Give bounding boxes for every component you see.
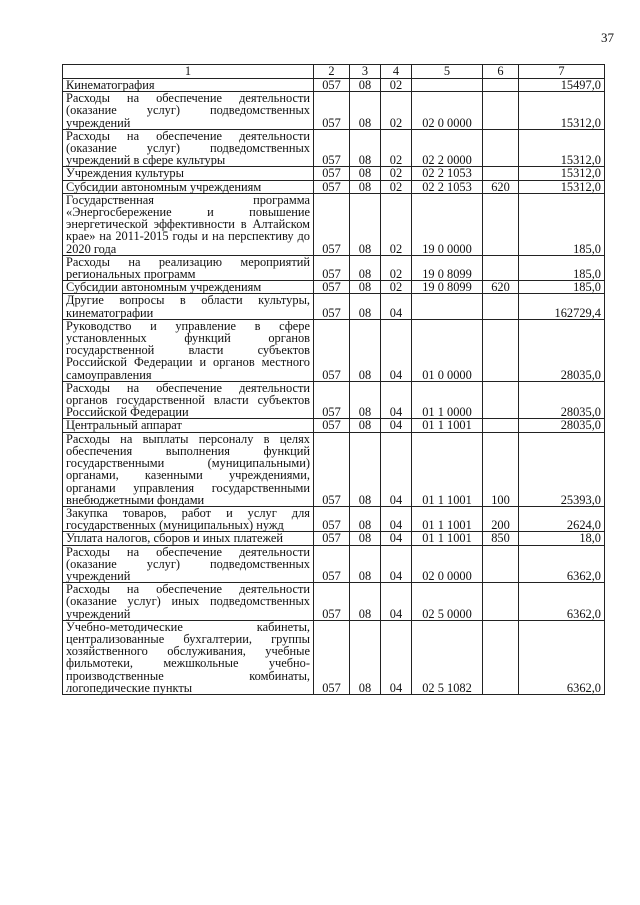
row-target-article: 02 0 0000 [412, 92, 483, 130]
row-expense-type [483, 583, 519, 621]
row-name: Закупка товаров, работ и услуг для государственных (муниципальных) нужд [63, 506, 314, 531]
row-target-article [412, 79, 483, 92]
row-target-article: 19 0 0000 [412, 193, 483, 255]
row-admin-code: 057 [314, 129, 350, 167]
table-row [63, 180, 605, 193]
row-expense-type: 200 [483, 506, 519, 531]
row-admin-code: 057 [314, 180, 350, 193]
table-row [63, 545, 605, 583]
row-name: Расходы на обеспечение деятельности (оказание услуг) подведомственных учреждений в сфере культуры [63, 129, 314, 167]
row-subsection: 04 [381, 620, 412, 694]
row-name: Уплата налогов, сборов и иных платежей [63, 532, 314, 545]
row-target-article: 01 1 1001 [412, 506, 483, 531]
row-name: Расходы на обеспечение деятельности (оказание услуг) подведомственных учреждений [63, 545, 314, 583]
row-subsection: 02 [381, 193, 412, 255]
row-amount: 28035,0 [519, 419, 605, 432]
row-expense-type [483, 79, 519, 92]
table-row [63, 79, 605, 92]
row-expense-type: 620 [483, 281, 519, 294]
row-admin-code: 057 [314, 506, 350, 531]
row-target-article: 01 1 1001 [412, 419, 483, 432]
table-header-row [63, 65, 605, 79]
row-subsection: 02 [381, 79, 412, 92]
row-amount: 15312,0 [519, 167, 605, 180]
row-section: 08 [350, 180, 381, 193]
row-section: 08 [350, 167, 381, 180]
row-amount: 18,0 [519, 532, 605, 545]
row-expense-type [483, 92, 519, 130]
row-expense-type [483, 167, 519, 180]
header-col-4: 4 [381, 65, 412, 79]
row-subsection: 04 [381, 294, 412, 319]
row-admin-code: 057 [314, 255, 350, 280]
row-name: Учебно-методические кабинеты, централизованные бухгалтерии, группы хозяйственного обслуживания, учебные фильмотеки, межшкольные учебно-производственные комбинаты, логопедические пункты [63, 620, 314, 694]
row-name: Другие вопросы в области культуры, кинематографии [63, 294, 314, 319]
row-name: Субсидии автономным учреждениям [63, 281, 314, 294]
row-target-article: 01 1 1001 [412, 532, 483, 545]
row-name: Кинематография [63, 79, 314, 92]
row-amount: 15497,0 [519, 79, 605, 92]
header-col-5: 5 [412, 65, 483, 79]
row-target-article: 01 1 0000 [412, 381, 483, 419]
row-subsection: 04 [381, 319, 412, 381]
row-section: 08 [350, 255, 381, 280]
row-admin-code: 057 [314, 92, 350, 130]
table-row [63, 92, 605, 130]
row-expense-type [483, 319, 519, 381]
row-expense-type [483, 193, 519, 255]
table-body [63, 79, 605, 695]
row-subsection: 02 [381, 255, 412, 280]
row-admin-code: 057 [314, 583, 350, 621]
row-subsection: 04 [381, 583, 412, 621]
row-amount: 28035,0 [519, 319, 605, 381]
row-section: 08 [350, 506, 381, 531]
row-target-article: 01 1 1001 [412, 432, 483, 506]
row-target-article [412, 294, 483, 319]
row-subsection: 04 [381, 506, 412, 531]
row-section: 08 [350, 381, 381, 419]
row-amount: 25393,0 [519, 432, 605, 506]
row-section: 08 [350, 129, 381, 167]
row-subsection: 02 [381, 281, 412, 294]
row-expense-type [483, 545, 519, 583]
row-name: Расходы на обеспечение деятельности (оказание услуг) подведомственных учреждений [63, 92, 314, 130]
row-target-article: 02 0 0000 [412, 545, 483, 583]
row-section: 08 [350, 92, 381, 130]
header-col-2: 2 [314, 65, 350, 79]
row-admin-code: 057 [314, 281, 350, 294]
header-col-3: 3 [350, 65, 381, 79]
row-expense-type: 100 [483, 432, 519, 506]
row-admin-code: 057 [314, 620, 350, 694]
row-target-article: 02 2 1053 [412, 180, 483, 193]
row-amount: 2624,0 [519, 506, 605, 531]
row-admin-code: 057 [314, 381, 350, 419]
row-amount: 15312,0 [519, 129, 605, 167]
row-amount: 185,0 [519, 255, 605, 280]
row-name: Расходы на обеспечение деятельности органов государственной власти субъектов Российской Федерации [63, 381, 314, 419]
row-admin-code: 057 [314, 294, 350, 319]
table-row [63, 319, 605, 381]
header-col-1: 1 [63, 65, 314, 79]
row-target-article: 19 0 8099 [412, 255, 483, 280]
row-subsection: 04 [381, 432, 412, 506]
row-amount: 185,0 [519, 281, 605, 294]
budget-table [62, 64, 605, 695]
row-admin-code: 057 [314, 167, 350, 180]
row-expense-type [483, 620, 519, 694]
row-subsection: 02 [381, 167, 412, 180]
row-section: 08 [350, 193, 381, 255]
row-amount: 6362,0 [519, 545, 605, 583]
row-target-article: 02 2 0000 [412, 129, 483, 167]
row-subsection: 02 [381, 180, 412, 193]
row-section: 08 [350, 532, 381, 545]
row-section: 08 [350, 319, 381, 381]
table-row [63, 419, 605, 432]
table-row [63, 294, 605, 319]
row-subsection: 04 [381, 532, 412, 545]
row-name: Расходы на выплаты персоналу в целях обеспечения выполнения функций государственными (муниципальными) органами, казенными учреждениями, органами управления государственными внебюджетными фондами [63, 432, 314, 506]
row-section: 08 [350, 79, 381, 92]
table-row [63, 532, 605, 545]
row-amount: 28035,0 [519, 381, 605, 419]
row-admin-code: 057 [314, 419, 350, 432]
row-section: 08 [350, 281, 381, 294]
row-target-article: 19 0 8099 [412, 281, 483, 294]
row-name: Субсидии автономным учреждениям [63, 180, 314, 193]
row-amount: 6362,0 [519, 583, 605, 621]
row-admin-code: 057 [314, 193, 350, 255]
row-admin-code: 057 [314, 432, 350, 506]
row-section: 08 [350, 419, 381, 432]
row-target-article: 02 5 1082 [412, 620, 483, 694]
row-expense-type [483, 381, 519, 419]
table-row [63, 281, 605, 294]
row-section: 08 [350, 432, 381, 506]
row-admin-code: 057 [314, 79, 350, 92]
row-section: 08 [350, 583, 381, 621]
row-name: Расходы на реализацию мероприятий региональных программ [63, 255, 314, 280]
table-row [63, 193, 605, 255]
table-row [63, 432, 605, 506]
row-subsection: 04 [381, 381, 412, 419]
row-target-article: 02 2 1053 [412, 167, 483, 180]
header-col-7: 7 [519, 65, 605, 79]
table-row [63, 255, 605, 280]
row-admin-code: 057 [314, 545, 350, 583]
row-amount: 162729,4 [519, 294, 605, 319]
row-amount: 15312,0 [519, 92, 605, 130]
table-row [63, 506, 605, 531]
row-name: Расходы на обеспечение деятельности (оказание услуг) иных подведомственных учреждений [63, 583, 314, 621]
row-section: 08 [350, 294, 381, 319]
row-subsection: 02 [381, 129, 412, 167]
row-subsection: 02 [381, 92, 412, 130]
page-number: 37 [601, 30, 614, 45]
row-expense-type [483, 129, 519, 167]
row-amount: 6362,0 [519, 620, 605, 694]
row-target-article: 02 5 0000 [412, 583, 483, 621]
row-name: Учреждения культуры [63, 167, 314, 180]
row-subsection: 04 [381, 545, 412, 583]
table-row [63, 583, 605, 621]
row-section: 08 [350, 620, 381, 694]
row-expense-type: 850 [483, 532, 519, 545]
row-admin-code: 057 [314, 532, 350, 545]
row-subsection: 04 [381, 419, 412, 432]
row-target-article: 01 0 0000 [412, 319, 483, 381]
row-expense-type: 620 [483, 180, 519, 193]
row-expense-type [483, 255, 519, 280]
row-admin-code: 057 [314, 319, 350, 381]
row-section: 08 [350, 545, 381, 583]
row-expense-type [483, 419, 519, 432]
table-row [63, 167, 605, 180]
row-amount: 185,0 [519, 193, 605, 255]
row-amount: 15312,0 [519, 180, 605, 193]
table-row [63, 620, 605, 694]
row-name: Центральный аппарат [63, 419, 314, 432]
table-row [63, 381, 605, 419]
row-name: Государственная программа «Энергосбережение и повышение энергетической эффективности в Алтайском крае» на 2011-2015 годы и на перспективу до 2020 года [63, 193, 314, 255]
row-expense-type [483, 294, 519, 319]
row-name: Руководство и управление в сфере установленных функций органов государственной власти субъектов Российской Федерации и органов местного самоуправления [63, 319, 314, 381]
header-col-6: 6 [483, 65, 519, 79]
table-row [63, 129, 605, 167]
